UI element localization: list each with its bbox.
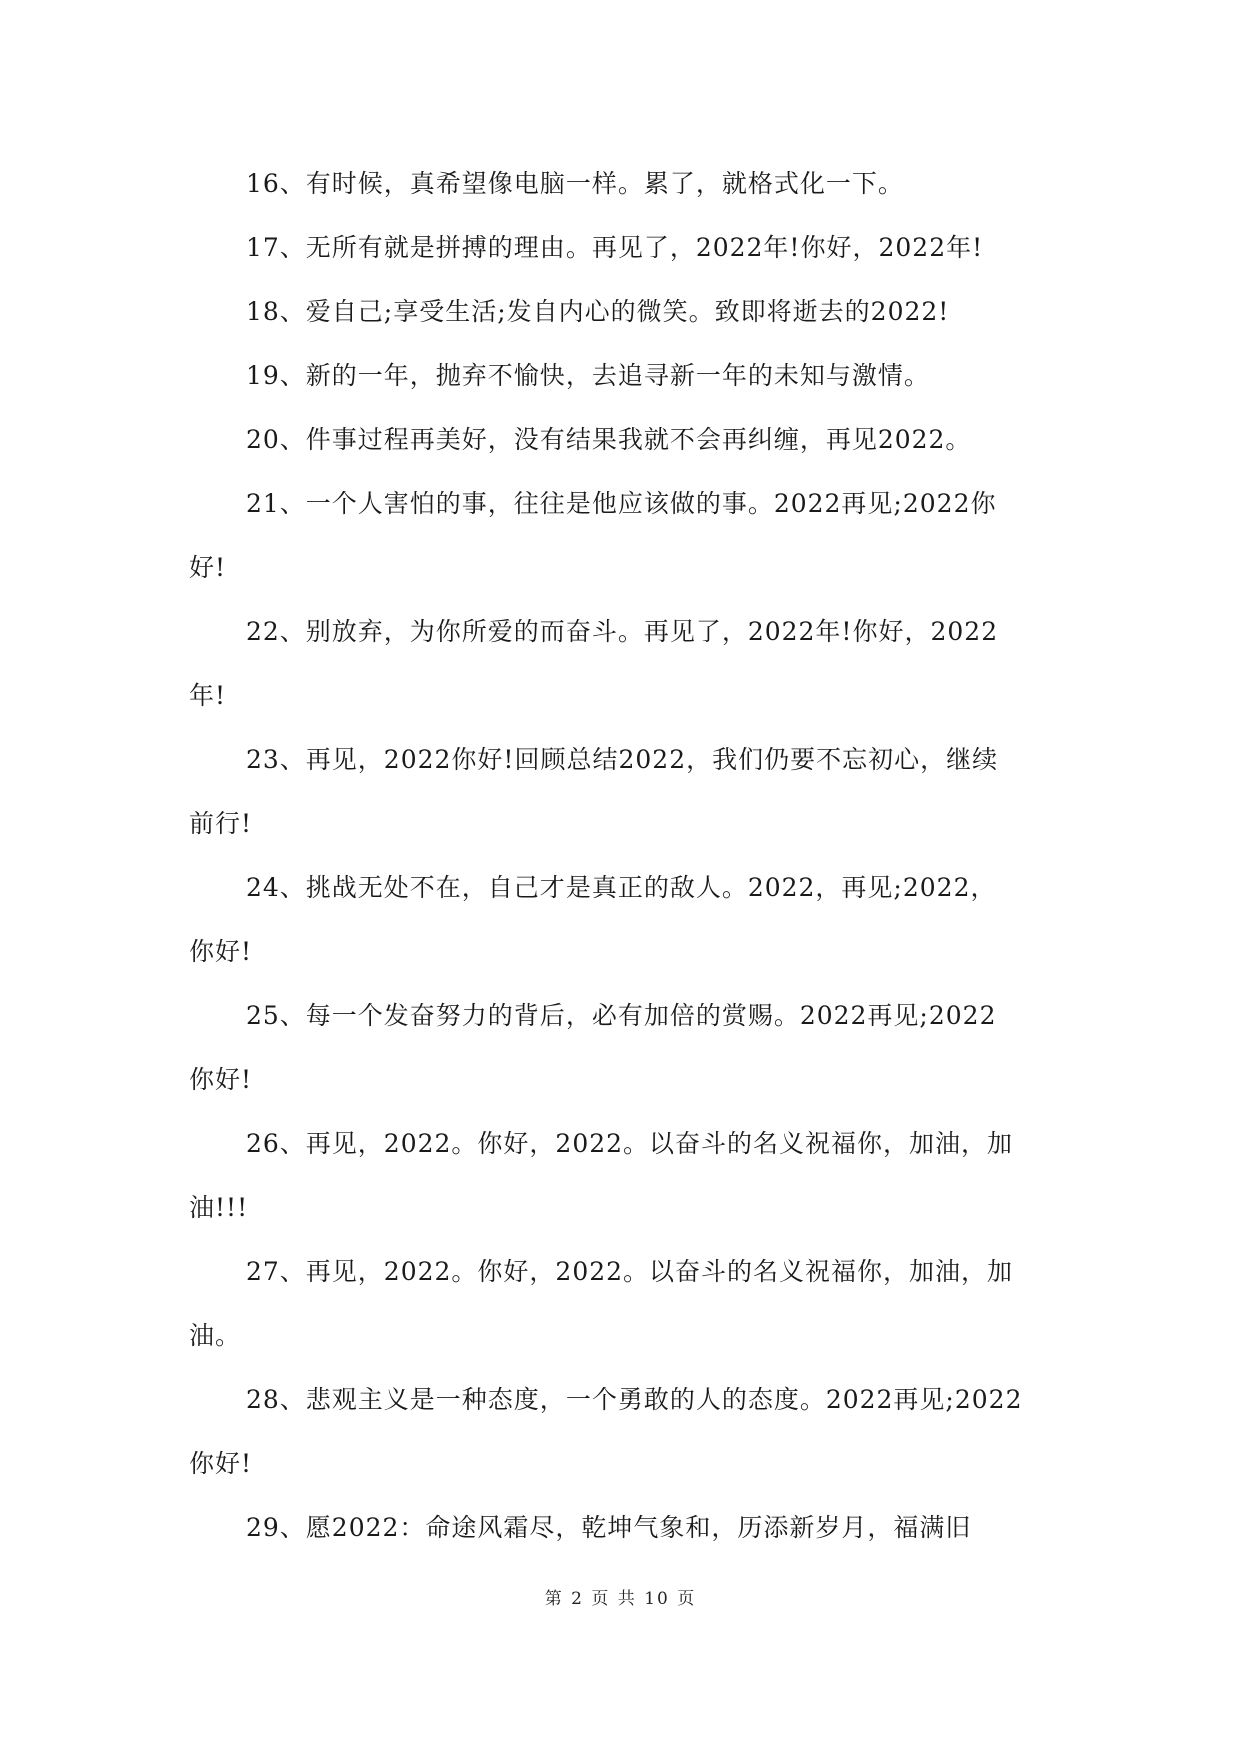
text-line-23-cont: 前行! <box>189 809 253 838</box>
text-line-29: 29、愿2022：命途风霜尽，乾坤气象和，历添新岁月，福满旧 <box>246 1513 972 1542</box>
text-line-27: 27、再见，2022。你好，2022。以奋斗的名义祝福你，加油，加 <box>246 1257 1014 1286</box>
text-line-19: 19、新的一年，抛弃不愉快，去追寻新一年的未知与激情。 <box>246 361 930 390</box>
text-line-16: 16、有时候，真希望像电脑一样。累了，就格式化一下。 <box>246 169 904 198</box>
text-line-28-cont: 你好! <box>189 1449 253 1478</box>
text-line-24-cont: 你好! <box>189 937 253 966</box>
text-line-25-cont: 你好! <box>189 1065 253 1094</box>
text-line-25: 25、每一个发奋努力的背后，必有加倍的赏赐。2022再见;2022 <box>246 1001 997 1030</box>
text-line-27-cont: 油。 <box>189 1321 242 1350</box>
text-line-24: 24、挑战无处不在，自己才是真正的敌人。2022，再见;2022， <box>246 873 997 902</box>
text-line-20: 20、件事过程再美好，没有结果我就不会再纠缠，再见2022。 <box>246 425 972 454</box>
text-line-17: 17、无所有就是拼搏的理由。再见了，2022年!你好，2022年! <box>246 233 984 262</box>
text-line-21-cont: 好! <box>189 553 227 582</box>
text-line-28: 28、悲观主义是一种态度，一个勇敢的人的态度。2022再见;2022 <box>246 1385 1023 1414</box>
text-line-26-cont: 油!!! <box>189 1193 249 1222</box>
page-footer: 第 2 页 共 10 页 <box>544 1589 697 1609</box>
text-line-22-cont: 年! <box>189 681 227 710</box>
text-line-22: 22、别放弃，为你所爱的而奋斗。再见了，2022年!你好，2022 <box>246 617 999 646</box>
text-line-18: 18、爱自己;享受生活;发自内心的微笑。致即将逝去的2022! <box>246 297 950 326</box>
text-line-21: 21、一个人害怕的事，往往是他应该做的事。2022再见;2022你 <box>246 489 997 518</box>
text-line-23: 23、再见，2022你好!回顾总结2022，我们仍要不忘初心，继续 <box>246 745 999 774</box>
text-line-26: 26、再见，2022。你好，2022。以奋斗的名义祝福你，加油，加 <box>246 1129 1014 1158</box>
